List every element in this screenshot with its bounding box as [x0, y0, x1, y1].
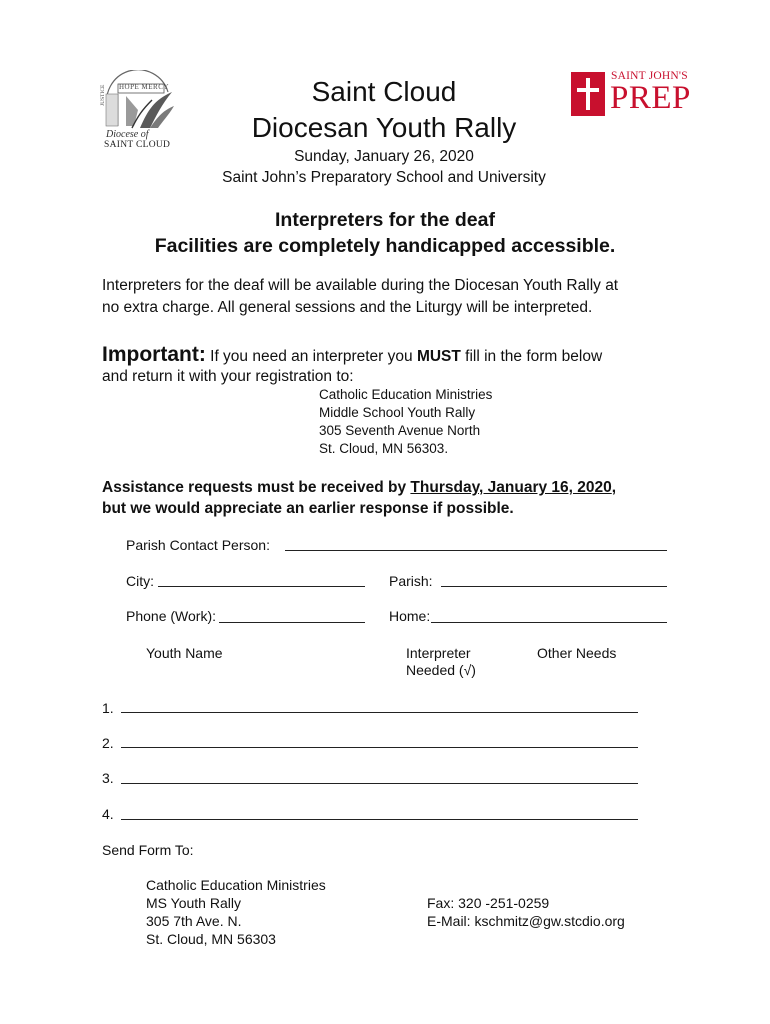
important-text-after: fill in the form below [460, 348, 603, 365]
interpreter-header-line-2: Needed (√) [406, 662, 476, 678]
prep-logo [569, 70, 709, 118]
row-number-2: 2. [102, 735, 114, 751]
intro-line-2: no extra charge. All general sessions and the Liturgy will be interpreted. [102, 299, 593, 316]
title-line-1: Saint Cloud [311, 76, 457, 107]
heading-line-2: Facilities are completely handicapped accessible. [154, 235, 616, 257]
logo-vertical-text: JUSTICE [100, 84, 106, 106]
send-address-line-2: MS Youth Rally [146, 895, 241, 911]
important-line-2: and return it with your registration to: [102, 368, 354, 385]
phone-work-field[interactable] [219, 622, 365, 623]
parish-field[interactable] [441, 586, 667, 587]
row-number-4: 4. [102, 806, 114, 822]
row-number-1: 1. [102, 700, 114, 716]
diocese-logo [98, 70, 180, 154]
prep-main-text: PREP [610, 80, 691, 116]
return-address-line-4: St. Cloud, MN 56303. [319, 441, 449, 456]
deadline-date: Thursday, January 16, 2020 [410, 479, 612, 496]
youth-row-1-field[interactable] [121, 712, 638, 713]
parish-contact-field[interactable] [285, 550, 667, 551]
deadline-line-1 [102, 479, 616, 497]
send-address-line-3: 305 7th Ave. N. [146, 913, 242, 929]
send-address-line-1: Catholic Education Ministries [146, 877, 326, 893]
deadline-text-before: Assistance requests must be received by [102, 479, 411, 496]
important-label: Important: [102, 343, 206, 366]
title-line-2: Diocesan Youth Rally [251, 112, 517, 143]
event-venue: Saint John’s Preparatory School and University [222, 169, 546, 186]
phone-work-label: Phone (Work): [126, 608, 216, 624]
other-needs-header: Other Needs [537, 645, 617, 661]
important-must: MUST [416, 348, 461, 365]
youth-name-header: Youth Name [146, 645, 223, 661]
email-address[interactable]: E-Mail: kschmitz@gw.stcdio.org [427, 913, 625, 929]
home-field[interactable] [431, 622, 667, 623]
cross-icon [571, 72, 605, 116]
interpreter-header-line-1: Interpreter [406, 645, 471, 661]
row-number-3: 3. [102, 770, 114, 786]
intro-line-1: Interpreters for the deaf will be available during the Diocesan Youth Rally at [102, 277, 619, 294]
youth-row-4-field[interactable] [121, 819, 638, 820]
youth-row-3-field[interactable] [121, 783, 638, 784]
city-label: City: [126, 573, 154, 589]
event-date: Sunday, January 26, 2020 [294, 148, 474, 165]
home-label: Home: [389, 608, 431, 624]
deadline-text-after: , [611, 479, 617, 496]
return-address-line-2: Middle School Youth Rally [319, 405, 476, 420]
send-address-line-4: St. Cloud, MN 56303 [146, 931, 276, 947]
important-text-before: If you need an interpreter you [205, 348, 417, 365]
deadline-line-2: but we would appreciate an earlier response if possible. [102, 500, 514, 517]
parish-label: Parish: [389, 573, 433, 589]
fax-number: Fax: 320 -251-0259 [427, 895, 550, 911]
logo-arc-text: HOPE MERCY [119, 83, 169, 91]
prep-shield [571, 72, 605, 116]
youth-row-2-field[interactable] [121, 747, 638, 748]
return-address-line-1: Catholic Education Ministries [319, 387, 493, 402]
parish-contact-label: Parish Contact Person: [126, 537, 270, 553]
send-form-label: Send Form To: [102, 842, 194, 858]
city-field[interactable] [158, 586, 365, 587]
return-address-line-3: 305 Seventh Avenue North [319, 423, 481, 438]
logo-name-text: SAINT CLOUD [104, 140, 171, 150]
prep-top-text: SAINT JOHN'S [611, 70, 688, 82]
logo-script-text: Diocese of [106, 129, 149, 140]
important-paragraph [102, 343, 602, 367]
heading-line-1: Interpreters for the deaf [275, 209, 495, 231]
